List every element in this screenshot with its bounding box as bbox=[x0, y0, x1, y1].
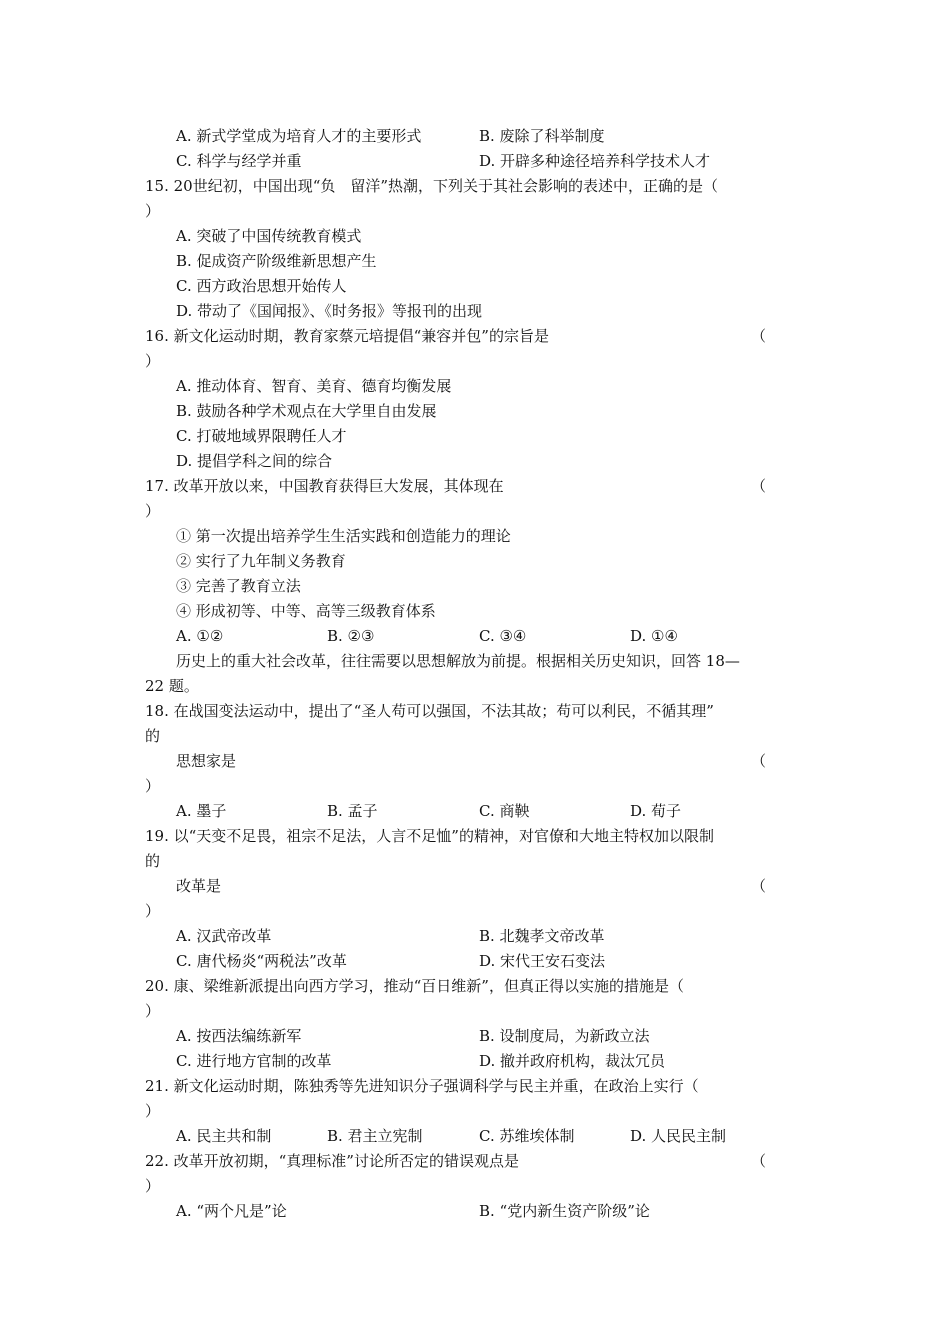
section-intro-line-1: 历史上的重大社会改革，往往需要以思想解放为前提。根据相关历史知识，回答 18— bbox=[176, 652, 740, 670]
q22-stem: 22. 改革开放初期，“真理标准”讨论所否定的错误观点是 bbox=[145, 1152, 519, 1170]
q15-option-c: C. 西方政治思想开始传人 bbox=[176, 277, 347, 295]
q19-option-d: D. 宋代王安石变法 bbox=[479, 952, 606, 970]
q15-option-b: B. 促成资产阶级维新思想产生 bbox=[176, 252, 377, 270]
q16-paren-open: （ bbox=[751, 327, 767, 345]
q16-stem: 16. 新文化运动时期，教育家蔡元培提倡“兼容并包”的宗旨是 bbox=[145, 327, 549, 345]
q18-option-c: C. 商鞅 bbox=[479, 802, 530, 820]
q16-option-b: B. 鼓励各种学术观点在大学里自由发展 bbox=[176, 402, 437, 420]
q20-option-b: B. 设制度局，为新政立法 bbox=[479, 1027, 650, 1045]
q16-paren-close: ） bbox=[145, 352, 161, 370]
q21-paren-close: ） bbox=[145, 1102, 161, 1120]
q21-option-c: C. 苏维埃体制 bbox=[479, 1127, 575, 1145]
q17-item-2: ② 实行了九年制义务教育 bbox=[176, 552, 346, 570]
q19-option-a: A. 汉武帝改革 bbox=[176, 927, 272, 945]
q21-stem: 21. 新文化运动时期，陈独秀等先进知识分子强调科学与民主并重，在政治上实行（ bbox=[145, 1077, 699, 1095]
q20-option-d: D. 撤并政府机构，裁汰冗员 bbox=[479, 1052, 666, 1070]
q19-stem-cont: 的 bbox=[145, 852, 161, 870]
section-intro-line-2: 22 题。 bbox=[145, 677, 199, 695]
q19-stem-line-2: 改革是 bbox=[176, 877, 222, 895]
q17-stem: 17. 改革开放以来，中国教育获得巨大发展，其体现在 bbox=[145, 477, 504, 495]
q14-option-b: B. 废除了科举制度 bbox=[479, 127, 605, 145]
q18-option-a: A. 墨子 bbox=[176, 802, 227, 820]
q20-stem: 20. 康、梁维新派提出向西方学习，推动“百日维新”，但真正得以实施的措施是（ bbox=[145, 977, 684, 995]
q19-option-b: B. 北魏孝文帝改革 bbox=[479, 927, 605, 945]
q20-option-a: A. 按西法编练新军 bbox=[176, 1027, 302, 1045]
q18-stem: 18. 在战国变法运动中，提出了“圣人苟可以强国，不法其故；苟可以利民，不循其理” bbox=[145, 702, 714, 720]
q14-option-d: D. 开辟多种途径培养科学技术人才 bbox=[479, 152, 711, 170]
q19-stem: 19. 以“天变不足畏，祖宗不足法，人言不足恤”的精神，对官僚和大地主特权加以限制 bbox=[145, 827, 714, 845]
q16-option-c: C. 打破地域界限聘任人才 bbox=[176, 427, 347, 445]
q21-option-b: B. 君主立宪制 bbox=[327, 1127, 423, 1145]
q16-option-d: D. 提倡学科之间的综合 bbox=[176, 452, 333, 470]
q17-item-4: ④ 形成初等、中等、高等三级教育体系 bbox=[176, 602, 436, 620]
q16-option-a: A. 推动体育、智育、美育、德育均衡发展 bbox=[176, 377, 452, 395]
q18-stem-cont: 的 bbox=[145, 727, 161, 745]
q20-option-c: C. 进行地方官制的改革 bbox=[176, 1052, 332, 1070]
q15-stem: 15. 20世纪初，中国出现“负 留洋”热潮，下列关于其社会影响的表述中，正确的是（ bbox=[145, 177, 719, 195]
q18-paren-open: （ bbox=[751, 752, 767, 770]
q17-paren-close: ） bbox=[145, 502, 161, 520]
q22-option-b: B. “党内新生资产阶级”论 bbox=[479, 1202, 650, 1220]
q22-paren-open: （ bbox=[751, 1152, 767, 1170]
q18-stem-line-2: 思想家是 bbox=[176, 752, 237, 770]
q21-option-a: A. 民主共和制 bbox=[176, 1127, 272, 1145]
q17-option-b: B. ②③ bbox=[327, 627, 375, 645]
q19-paren-open: （ bbox=[751, 877, 767, 895]
q18-paren-close: ） bbox=[145, 777, 161, 795]
q17-option-c: C. ③④ bbox=[479, 627, 527, 645]
q17-paren-open: （ bbox=[751, 477, 767, 495]
q18-option-d: D. 荀子 bbox=[630, 802, 682, 820]
q15-option-a: A. 突破了中国传统教育模式 bbox=[176, 227, 362, 245]
q22-paren-close: ） bbox=[145, 1177, 161, 1195]
q19-paren-close: ） bbox=[145, 902, 161, 920]
q14-option-c: C. 科学与经学并重 bbox=[176, 152, 302, 170]
q17-item-3: ③ 完善了教育立法 bbox=[176, 577, 301, 595]
q20-paren-close: ） bbox=[145, 1002, 161, 1020]
q17-option-d: D. ①④ bbox=[630, 627, 678, 645]
q14-option-a: A. 新式学堂成为培育人才的主要形式 bbox=[176, 127, 422, 145]
q19-option-c: C. 唐代杨炎“两税法”改革 bbox=[176, 952, 347, 970]
q17-option-a: A. ①② bbox=[176, 627, 224, 645]
q22-option-a: A. “两个凡是”论 bbox=[176, 1202, 287, 1220]
q21-option-d: D. 人民民主制 bbox=[630, 1127, 727, 1145]
q15-option-d: D. 带动了《国闻报》、《时务报》等报刊的出现 bbox=[176, 302, 483, 320]
q15-paren-close: ） bbox=[145, 202, 161, 220]
q17-item-1: ① 第一次提出培养学生生活实践和创造能力的理论 bbox=[176, 527, 511, 545]
q18-option-b: B. 孟子 bbox=[327, 802, 378, 820]
